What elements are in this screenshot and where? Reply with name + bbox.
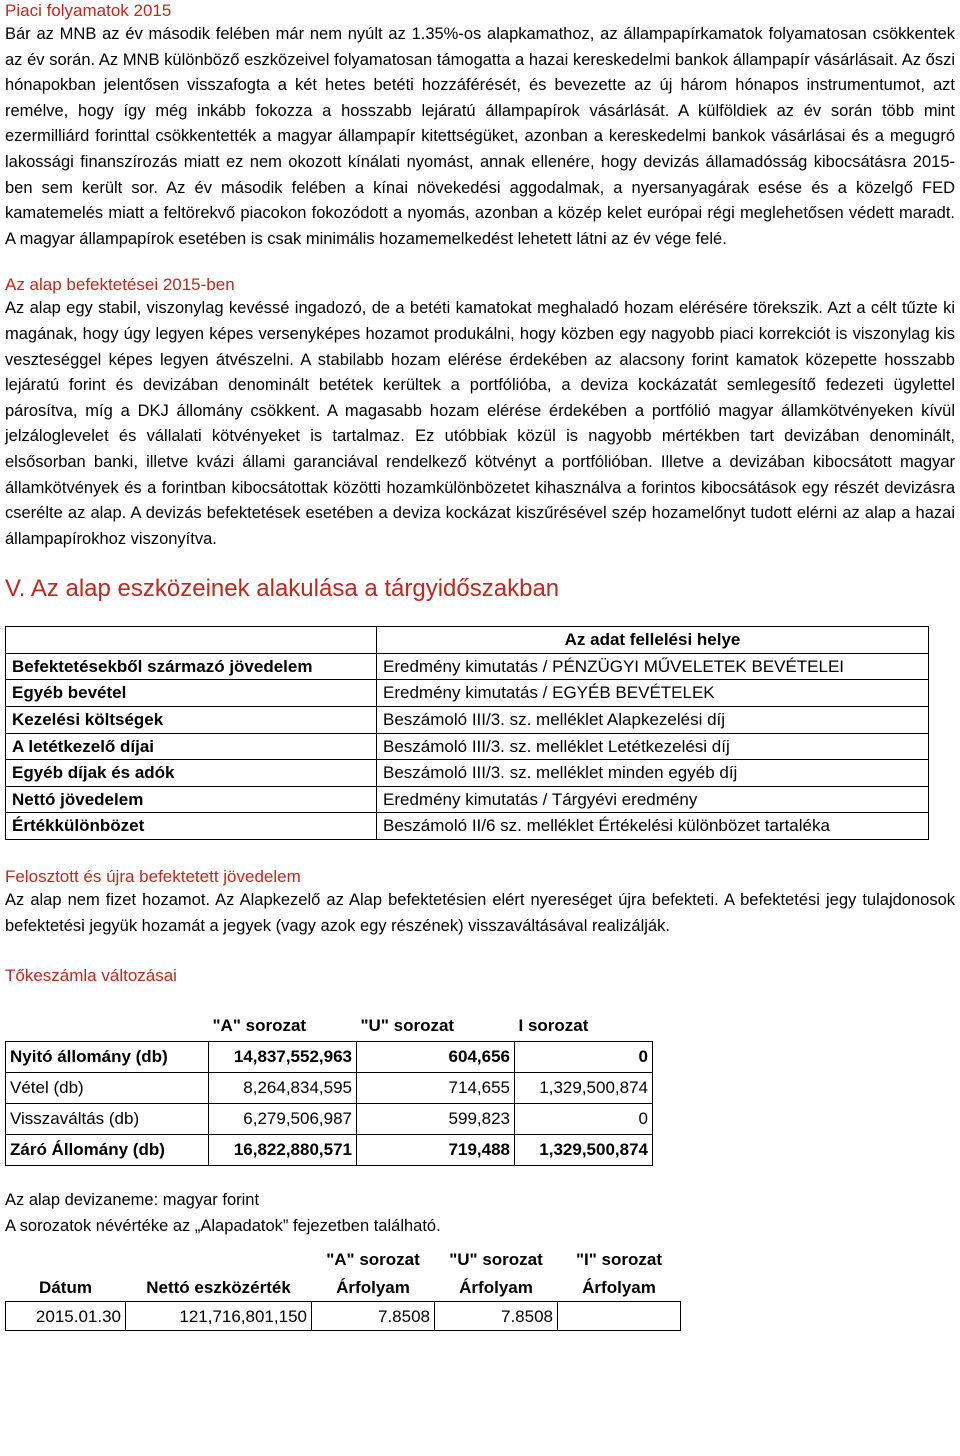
nav-col-price-a: Árfolyam bbox=[336, 1277, 410, 1297]
table-header-empty bbox=[6, 627, 377, 654]
table-row-value: Beszámoló II/6 sz. melléklet Értékelési különbözet tartaléka bbox=[377, 813, 929, 840]
nav-col-nav: Nettó eszközérték bbox=[146, 1277, 291, 1297]
section-title-investments: Az alap befektetései 2015-ben bbox=[5, 275, 235, 295]
nominal-note: A sorozatok névértéke az „Alapadatok” fejezetben található. bbox=[5, 1216, 441, 1235]
section-title-income: Felosztott és újra befektetett jövedelem bbox=[5, 867, 301, 887]
nav-col-date: Dátum bbox=[39, 1277, 92, 1297]
nav-row-nav: 121,716,801,150 bbox=[126, 1302, 312, 1331]
capital-row-u: 719,488 bbox=[357, 1135, 515, 1166]
table-row-value: Eredmény kimutatás / EGYÉB BEVÉTELEK bbox=[377, 680, 929, 707]
capital-row-a: 16,822,880,571 bbox=[209, 1135, 357, 1166]
table-row-label: Egyéb díjak és adók bbox=[6, 760, 377, 787]
document-page bbox=[5, 0, 955, 1331]
capital-row-a: 6,279,506,987 bbox=[209, 1104, 357, 1135]
capital-row-label: Nyitó állomány (db) bbox=[6, 1042, 209, 1073]
nav-series-a: "A" sorozat bbox=[326, 1249, 420, 1269]
nav-row-i bbox=[558, 1302, 681, 1331]
table-header-source: Az adat fellelési helye bbox=[377, 627, 929, 654]
nav-header-empty bbox=[126, 1245, 312, 1273]
table-row-value: Eredmény kimutatás / PÉNZÜGYI MŰVELETEK BEVÉTELEI bbox=[377, 653, 929, 680]
market-paragraph: Bár az MNB az év második felében már nem nyúlt az 1.35%-os alapkamathoz, az állampapírkamatok folyamatosan csökkentek az év során. Az MNB különböző eszközeivel folyamatosan támogatta a hazai kereskedelmi bankok állampapír vásárlásait. Az őszi hónapokban jelentősen visszafogta a két hetes betéti hozzáférését, és bevezette az új három hónapos instrumentumot, azt remélve, hogy így még inkább fokozza a hosszabb lejáratú állampapírok vásárlását. A külföldiek az év során több mint ezermilliárd forinttal csökkentették a magyar állampapír kitettségüket, azonban a kereskedelmi bankok vásárlásai és a megugró lakossági finanszírozás miatt ez nem okozott kínálati nyomást, annak ellenére, hogy devizás államadósság kibocsátásra 2015-ben sem került sor. Az év második felében a kínai növekedési aggodalmak, a nyersanyagárak esése és a közelgő FED kamatemelés miatt a feltörekvő piacokon fokozódott a nyomás, azonban a közép kelet európai régi meglehetősen védett maradt. A magyar állampapírok esetében is csak minimális hozamemelkedést lehetett látni az év vége felé. bbox=[5, 25, 955, 248]
capital-row-a: 8,264,834,595 bbox=[209, 1073, 357, 1104]
nav-series-i: "I" sorozat bbox=[575, 1249, 663, 1269]
section-title-capital: Tőkeszámla változásai bbox=[5, 966, 177, 986]
nav-row-date: 2015.01.30 bbox=[6, 1302, 126, 1331]
capital-row-label: Visszaváltás (db) bbox=[6, 1104, 209, 1135]
capital-account-table bbox=[5, 1011, 653, 1166]
capital-header-u: "U" sorozat bbox=[360, 1016, 455, 1036]
nav-row-u: 7.8508 bbox=[435, 1302, 558, 1331]
table-row-value: Beszámoló III/3. sz. melléklet minden egyéb díj bbox=[377, 760, 929, 787]
nav-row-a: 7.8508 bbox=[312, 1302, 435, 1331]
capital-header-empty bbox=[6, 1011, 209, 1042]
table-row-value: Beszámoló III/3. sz. melléklet Alapkezelési díj bbox=[377, 707, 929, 734]
capital-row-i: 1,329,500,874 bbox=[515, 1073, 653, 1104]
table-row-value: Eredmény kimutatás / Tárgyévi eredmény bbox=[377, 786, 929, 813]
capital-row-label: Vétel (db) bbox=[6, 1073, 209, 1104]
nav-col-price-i: Árfolyam bbox=[582, 1277, 656, 1297]
data-source-table bbox=[5, 626, 929, 840]
nav-table bbox=[5, 1245, 681, 1331]
capital-row-u: 714,655 bbox=[357, 1073, 515, 1104]
capital-row-a: 14,837,552,963 bbox=[209, 1042, 357, 1073]
capital-header-i: I sorozat bbox=[518, 1016, 589, 1036]
capital-row-i: 0 bbox=[515, 1042, 653, 1073]
nav-header-empty bbox=[6, 1245, 126, 1273]
capital-row-u: 599,823 bbox=[357, 1104, 515, 1135]
table-row-label: Egyéb bevétel bbox=[6, 680, 377, 707]
capital-row-i: 0 bbox=[515, 1104, 653, 1135]
table-row-label: A letétkezelő díjai bbox=[6, 733, 377, 760]
nav-series-u: "U" sorozat bbox=[449, 1249, 543, 1269]
capital-row-label: Záró Állomány (db) bbox=[6, 1135, 209, 1166]
table-row-label: Befektetésekből származó jövedelem bbox=[6, 653, 377, 680]
capital-header-a: "A" sorozat bbox=[212, 1016, 307, 1036]
table-row-label: Értékkülönbözet bbox=[6, 813, 377, 840]
currency-note: Az alap devizaneme: magyar forint bbox=[5, 1191, 260, 1210]
section-title-market: Piaci folyamatok 2015 bbox=[5, 1, 172, 20]
table-row-value: Beszámoló III/3. sz. melléklet Letétkezelési díj bbox=[377, 733, 929, 760]
nav-col-price-u: Árfolyam bbox=[459, 1277, 533, 1297]
table-row-label: Nettó jövedelem bbox=[6, 786, 377, 813]
capital-row-u: 604,656 bbox=[357, 1042, 515, 1073]
income-paragraph: Az alap nem fizet hozamot. Az Alapkezelő az Alap befektetésien elért nyereséget újra befekteti. A befektetési jegy tulajdonosok befektetési jegyük hozamát a jegyek (vagy azok egy részének) visszaváltásával realizálják. bbox=[5, 891, 955, 935]
investments-paragraph: Az alap egy stabil, viszonylag kevéssé ingadozó, de a betéti kamatokat meghaladó hozam elérésére törekszik. Azt a célt tűzte ki magának, hogy úgy legyen képes versenyképes hozamot produkálni, hogy közben egy nagyobb piaci korrekciót is viszonylag kis veszteséggel képes legyen átvészelni. A stabilabb hozam elérése érdekében az alacsony forint kamatok közepette hosszabb lejáratú forint és devizában denominált betétek kerültek a portfólióba, a deviza kockázatát semlegesítő fedezeti ügylettel párosítva, míg a DKJ állomány csökkent. A magasabb hozam elérése érdekében a portfólió magyar államkötvényeken kívül jelzáloglevelet és vállalati kötvényeket is tartalmaz. Ez utóbbiak közül is nagyobb mértékben tart devizában denominált, elsősorban banki, illetve kvázi állami garanciával rendelkező kötvényt a portfólióban. Illetve a devizában kibocsátott magyar államkötvények és a forintban kibocsátottak közötti hozamkülönbözetet kihasználva a forintos kibocsátások egy részét devizásra cserélte az alap. A devizás befektetések esetében a deviza kockázat kiszűrésével szép hozamelőnyt tudott elérni az alap a hazai állampapírokhoz viszonyítva. bbox=[5, 299, 955, 548]
capital-row-i: 1,329,500,874 bbox=[515, 1135, 653, 1166]
section-title-assets: V. Az alap eszközeinek alakulása a tárgyidőszakban bbox=[5, 575, 560, 603]
table-row-label: Kezelési költségek bbox=[6, 707, 377, 734]
